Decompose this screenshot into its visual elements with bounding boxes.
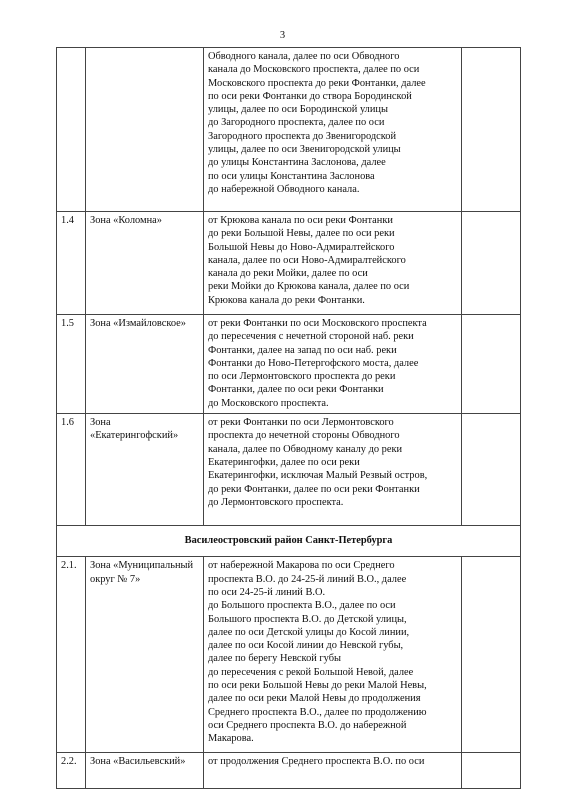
description-line: Большого проспекта В.О. до Детской улицы,	[208, 613, 407, 625]
description-line: от реки Фонтанки по оси Лермонтовского	[208, 417, 394, 429]
notes-cell	[462, 557, 521, 753]
page-number: 3	[279, 30, 286, 41]
zone-name: Зона «Муниципальный округ № 7»	[86, 557, 204, 753]
description-line: канала, далее по Обводному каналу до реки	[208, 443, 403, 455]
description-line: Большой Невы до Ново-Адмиралтейского	[208, 241, 395, 253]
notes-cell	[462, 753, 521, 789]
zone-boundary-description	[204, 753, 462, 789]
zone-name: Зона «Васильевский»	[86, 753, 204, 789]
description-line: далее по оси реки Малой Невы до продолжения	[208, 693, 421, 705]
description-line: до реки Большой Невы, далее по оси реки	[208, 228, 395, 240]
description-line: до Московского проспекта.	[208, 397, 329, 409]
description-line: канала до реки Мойки, далее по оси	[208, 268, 368, 280]
description-line: Московского проспекта до реки Фонтанки, далее	[208, 77, 426, 89]
description-line: по оси Лермонтовского проспекта до реки	[208, 371, 396, 383]
zone-boundary-description	[204, 557, 462, 753]
table-row	[57, 557, 521, 753]
description-line: по оси реки Большой Невы до реки Малой Невы,	[208, 680, 427, 692]
description-line: от реки Фонтанки по оси Московского проспекта	[208, 318, 427, 329]
zone-boundary-description	[204, 48, 462, 212]
zone-number: 1.6	[57, 414, 86, 526]
description-line: до Загородного проспекта, далее по оси	[208, 117, 385, 129]
description-line: до набережной Обводного канала.	[208, 183, 360, 195]
district-heading: Василеостровский район Санкт-Петербурга	[57, 526, 521, 557]
description-line: от продолжения Среднего проспекта В.О. по оси	[208, 756, 425, 768]
zone-name: Зона «Екатерингофский»	[86, 414, 204, 526]
description-line: Среднего проспекта В.О., далее по продолжению	[208, 706, 427, 718]
description-line: от набережной Макарова по оси Среднего	[208, 560, 395, 572]
description-line: Крюкова канала до реки Фонтанки.	[208, 294, 365, 306]
zone-name	[86, 48, 204, 212]
zone-number: 1.4	[57, 212, 86, 315]
description-line: улицы, далее по оси Звенигородской улицы	[208, 144, 401, 156]
zone-number	[57, 48, 86, 212]
description-line: далее по оси Косой линии до Невской губы,	[208, 640, 404, 652]
description-line: до Большого проспекта В.О., далее по оси	[208, 600, 396, 612]
table-row	[57, 414, 521, 526]
description-line: до Лермонтовского проспекта.	[208, 496, 344, 508]
description-line: проспекта до нечетной стороны Обводного	[208, 430, 400, 442]
district-heading-row	[57, 526, 521, 557]
description-line: улицы, далее по оси Бородинской улицы	[208, 104, 388, 116]
description-line: Екатерингофки, далее по оси реки	[208, 456, 360, 468]
description-line: проспекта В.О. до 24-25-й линий В.О., далее	[208, 573, 407, 585]
notes-cell	[462, 212, 521, 315]
description-line: по оси 24-25-й линий В.О.	[208, 586, 326, 598]
description-line: оси Среднего проспекта В.О. до набережной	[208, 719, 407, 731]
table-row	[57, 753, 521, 789]
description-line: Екатерингофки, исключая Малый Резвый остров,	[208, 470, 428, 482]
zone-number: 2.1.	[57, 557, 86, 753]
description-line: Фонтанки, далее на запад по оси наб. реки	[208, 344, 397, 356]
description-line: реки Мойки до Крюкова канала, далее по оси	[208, 281, 410, 293]
zone-number: 1.5	[57, 315, 86, 414]
zone-name: Зона «Измайловское»	[86, 315, 204, 414]
description-line: канала, далее по оси Ново-Адмиралтейского	[208, 254, 406, 266]
description-line: до улицы Константина Заслонова, далее	[208, 157, 386, 169]
description-line: от Крюкова канала по оси реки Фонтанки	[208, 215, 393, 226]
table-row	[57, 48, 521, 212]
description-line: далее по берегу Невской губы	[208, 653, 342, 665]
notes-cell	[462, 414, 521, 526]
description-line: Фонтанки, далее по оси реки Фонтанки	[208, 384, 384, 396]
zone-boundary-description	[204, 212, 462, 315]
description-line: по оси реки Фонтанки до створа Бородинской	[208, 90, 412, 102]
zone-boundary-description	[204, 414, 462, 526]
zone-boundary-description	[204, 315, 462, 414]
zone-name: Зона «Коломна»	[86, 212, 204, 315]
description-line: Загородного проспекта до Звенигородской	[208, 130, 397, 142]
description-line: Макарова.	[208, 733, 254, 745]
description-line: канала до Московского проспекта, далее по оси	[208, 64, 420, 76]
description-line: далее по оси Детской улицы до Косой линии,	[208, 626, 410, 638]
description-line: по оси улицы Константина Заслонова	[208, 170, 375, 182]
description-line: до пересечения с нечетной стороной наб. реки	[208, 331, 414, 343]
table-row	[57, 315, 521, 414]
notes-cell	[462, 48, 521, 212]
description-line: Обводного канала, далее по оси Обводного	[208, 51, 400, 62]
description-line: Фонтанки до Ново-Петергофского моста, далее	[208, 357, 419, 369]
description-line: до пересечения с рекой Большой Невой, далее	[208, 666, 414, 678]
description-line: до реки Фонтанки, далее по оси реки Фонтанки	[208, 483, 420, 495]
notes-cell	[462, 315, 521, 414]
zones-table	[56, 47, 521, 789]
zone-number: 2.2.	[57, 753, 86, 789]
table-row	[57, 212, 521, 315]
